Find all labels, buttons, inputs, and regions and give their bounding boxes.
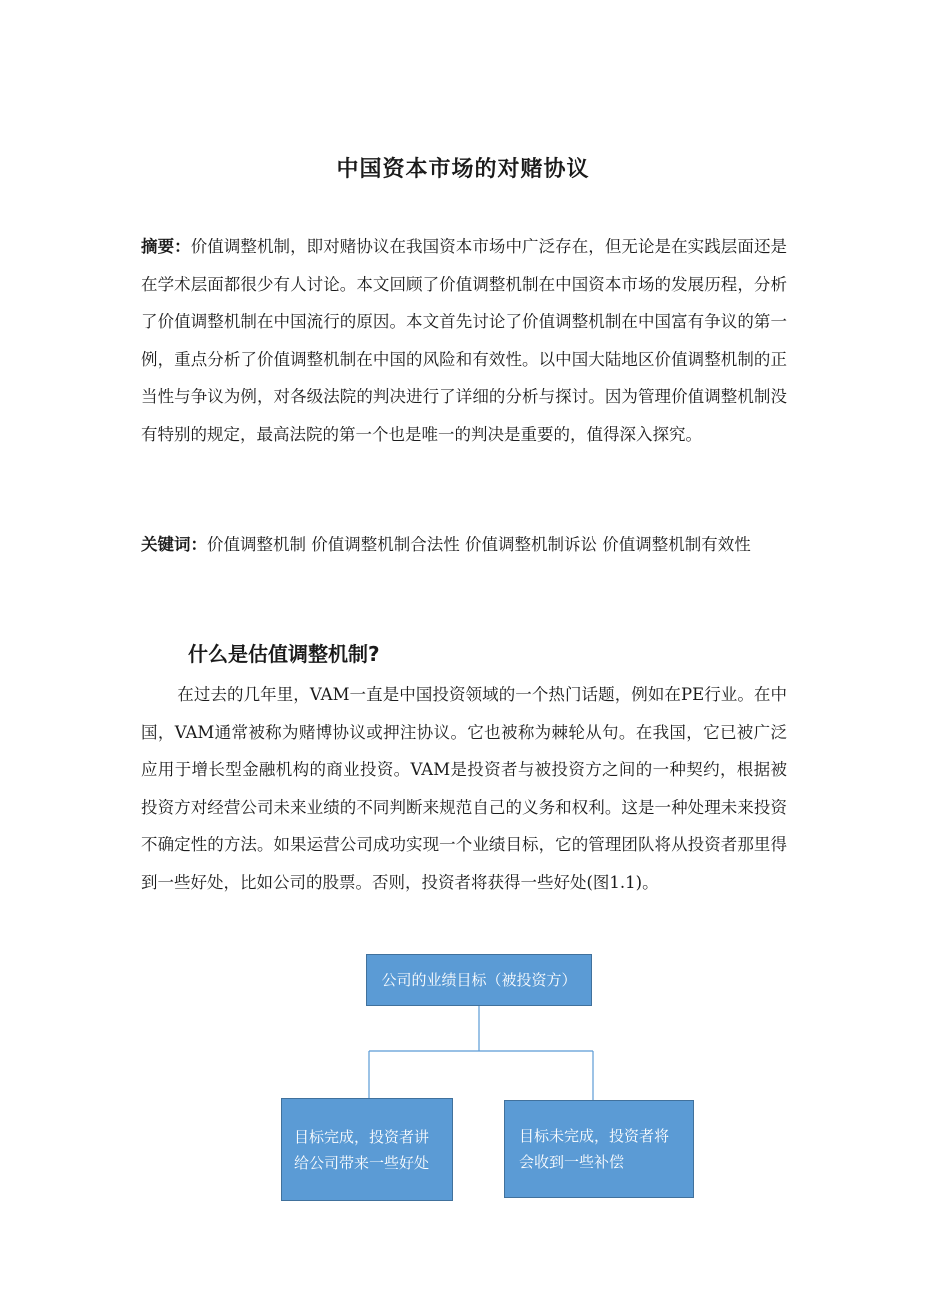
- diagram-right-box: [504, 1100, 694, 1198]
- keywords-label: 关键词：: [141, 535, 207, 554]
- abstract-paragraph: [141, 228, 787, 453]
- diagram-left-box: [281, 1098, 453, 1201]
- diagram-right-text: 目标未完成，投资者将会收到一些补偿: [519, 1127, 670, 1171]
- keywords-paragraph: [141, 526, 787, 564]
- diagram-root-box: [366, 954, 592, 1006]
- abstract-label: 摘要：: [141, 237, 191, 256]
- section-heading: 什么是估值调整机制?: [188, 642, 380, 666]
- abstract-text: 价值调整机制，即对赌协议在我国资本市场中广泛存在，但无论是在实践层面还是在学术层面都很少有人讨论。本文回顾了价值调整机制在中国资本市场的发展历程，分析了价值调整机制在中国流行的原因。本文首先讨论了价值调整机制在中国富有争议的第一例，重点分析了价值调整机制在中国的风险和有效性。以中国大陆地区价值调整机制的正当性与争议为例，对各级法院的判决进行了详细的分析与探讨。因为管理价值调整机制没有特别的规定，最高法院的第一个也是唯一的判决是重要的，值得深入探究。: [141, 237, 788, 444]
- diagram-root-text: 公司的业绩目标（被投资方）: [381, 971, 577, 989]
- page-title: 中国资本市场的对赌协议: [336, 157, 590, 182]
- diagram-left-text: 目标完成，投资者讲给公司带来一些好处: [294, 1127, 430, 1172]
- keywords-text: 价值调整机制 价值调整机制合法性 价值调整机制诉讼 价值调整机制有效性: [207, 535, 751, 554]
- section-paragraph: 在过去的几年里，VAM一直是中国投资领域的一个热门话题，例如在PE行业。在中国，VAM通常被称为赌博协议或押注协议。它也被称为棘轮从句。在我国，它已被广泛应用于增长型金融机构的商业投资。VAM是投资者与被投资方之间的一种契约，根据被投资方对经营公司未来业绩的不同判断来规范自己的义务和权利。这是一种处理未来投资不确定性的方法。如果运营公司成功实现一个业绩目标，它的管理团队将从投资者那里得到一些好处，比如公司的股票。否则，投资者将获得一些好处(图1.1)。: [141, 685, 787, 892]
